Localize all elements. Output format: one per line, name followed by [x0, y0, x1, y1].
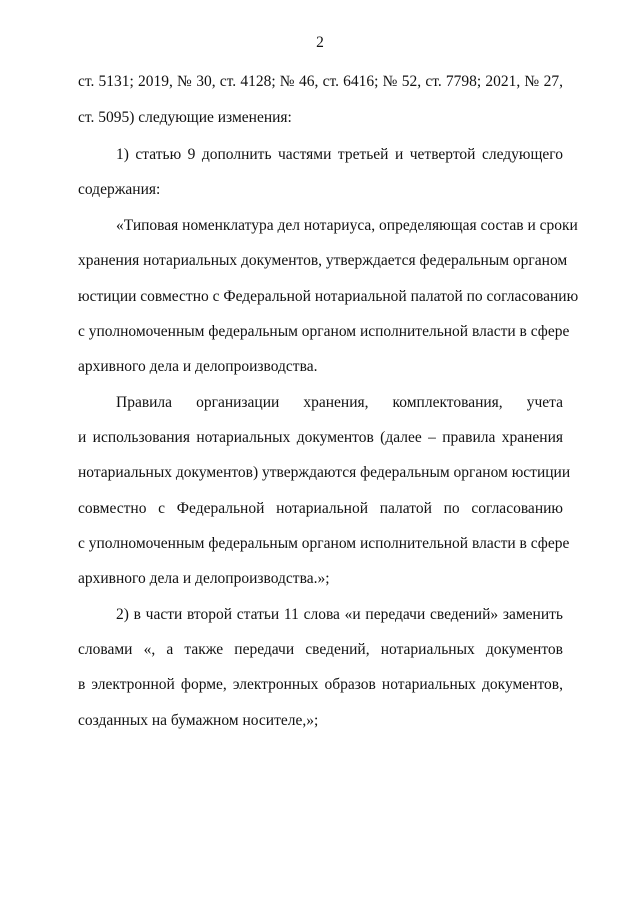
text-line: 2) в части второй статьи 11 слова «и передачи сведений» заменить — [116, 606, 563, 623]
text-line: словами «, а также передачи сведений, нотариальных документов — [78, 641, 563, 658]
text-line: созданных на бумажном носителе,»; — [78, 712, 319, 729]
text-line: «Типовая номенклатура дел нотариуса, определяющая состав и сроки — [116, 217, 578, 234]
text-line: с уполномоченным федеральным органом исполнительной власти в сфере — [78, 535, 570, 552]
text-line: в электронной форме, электронных образов нотариальных документов, — [78, 676, 563, 693]
page-number: 2 — [316, 34, 324, 51]
text-line: архивного дела и делопроизводства.»; — [78, 570, 330, 587]
text-line: юстиции совместно с Федеральной нотариальной палатой по согласованию — [78, 288, 579, 305]
text-line: архивного дела и делопроизводства. — [78, 358, 318, 375]
text-line: совместно с Федеральной нотариальной палатой по согласованию — [78, 500, 563, 517]
text-line: 1) статью 9 дополнить частями третьей и четвертой следующего — [116, 146, 563, 163]
text-line: с уполномоченным федеральным органом исполнительной власти в сфере — [78, 323, 570, 340]
text-line: ст. 5131; 2019, № 30, ст. 4128; № 46, ст. 6416; № 52, ст. 7798; 2021, № 27, — [78, 73, 563, 90]
text-line: ст. 5095) следующие изменения: — [78, 109, 292, 126]
text-line: Правила организации хранения, комплектования, учета — [116, 394, 563, 411]
text-line: хранения нотариальных документов, утверждается федеральным органом — [78, 252, 568, 269]
text-line: и использования нотариальных документов (далее – правила хранения — [78, 429, 563, 446]
text-line: содержания: — [78, 181, 161, 198]
text-line: нотариальных документов) утверждаются федеральным органом юстиции — [78, 464, 571, 481]
